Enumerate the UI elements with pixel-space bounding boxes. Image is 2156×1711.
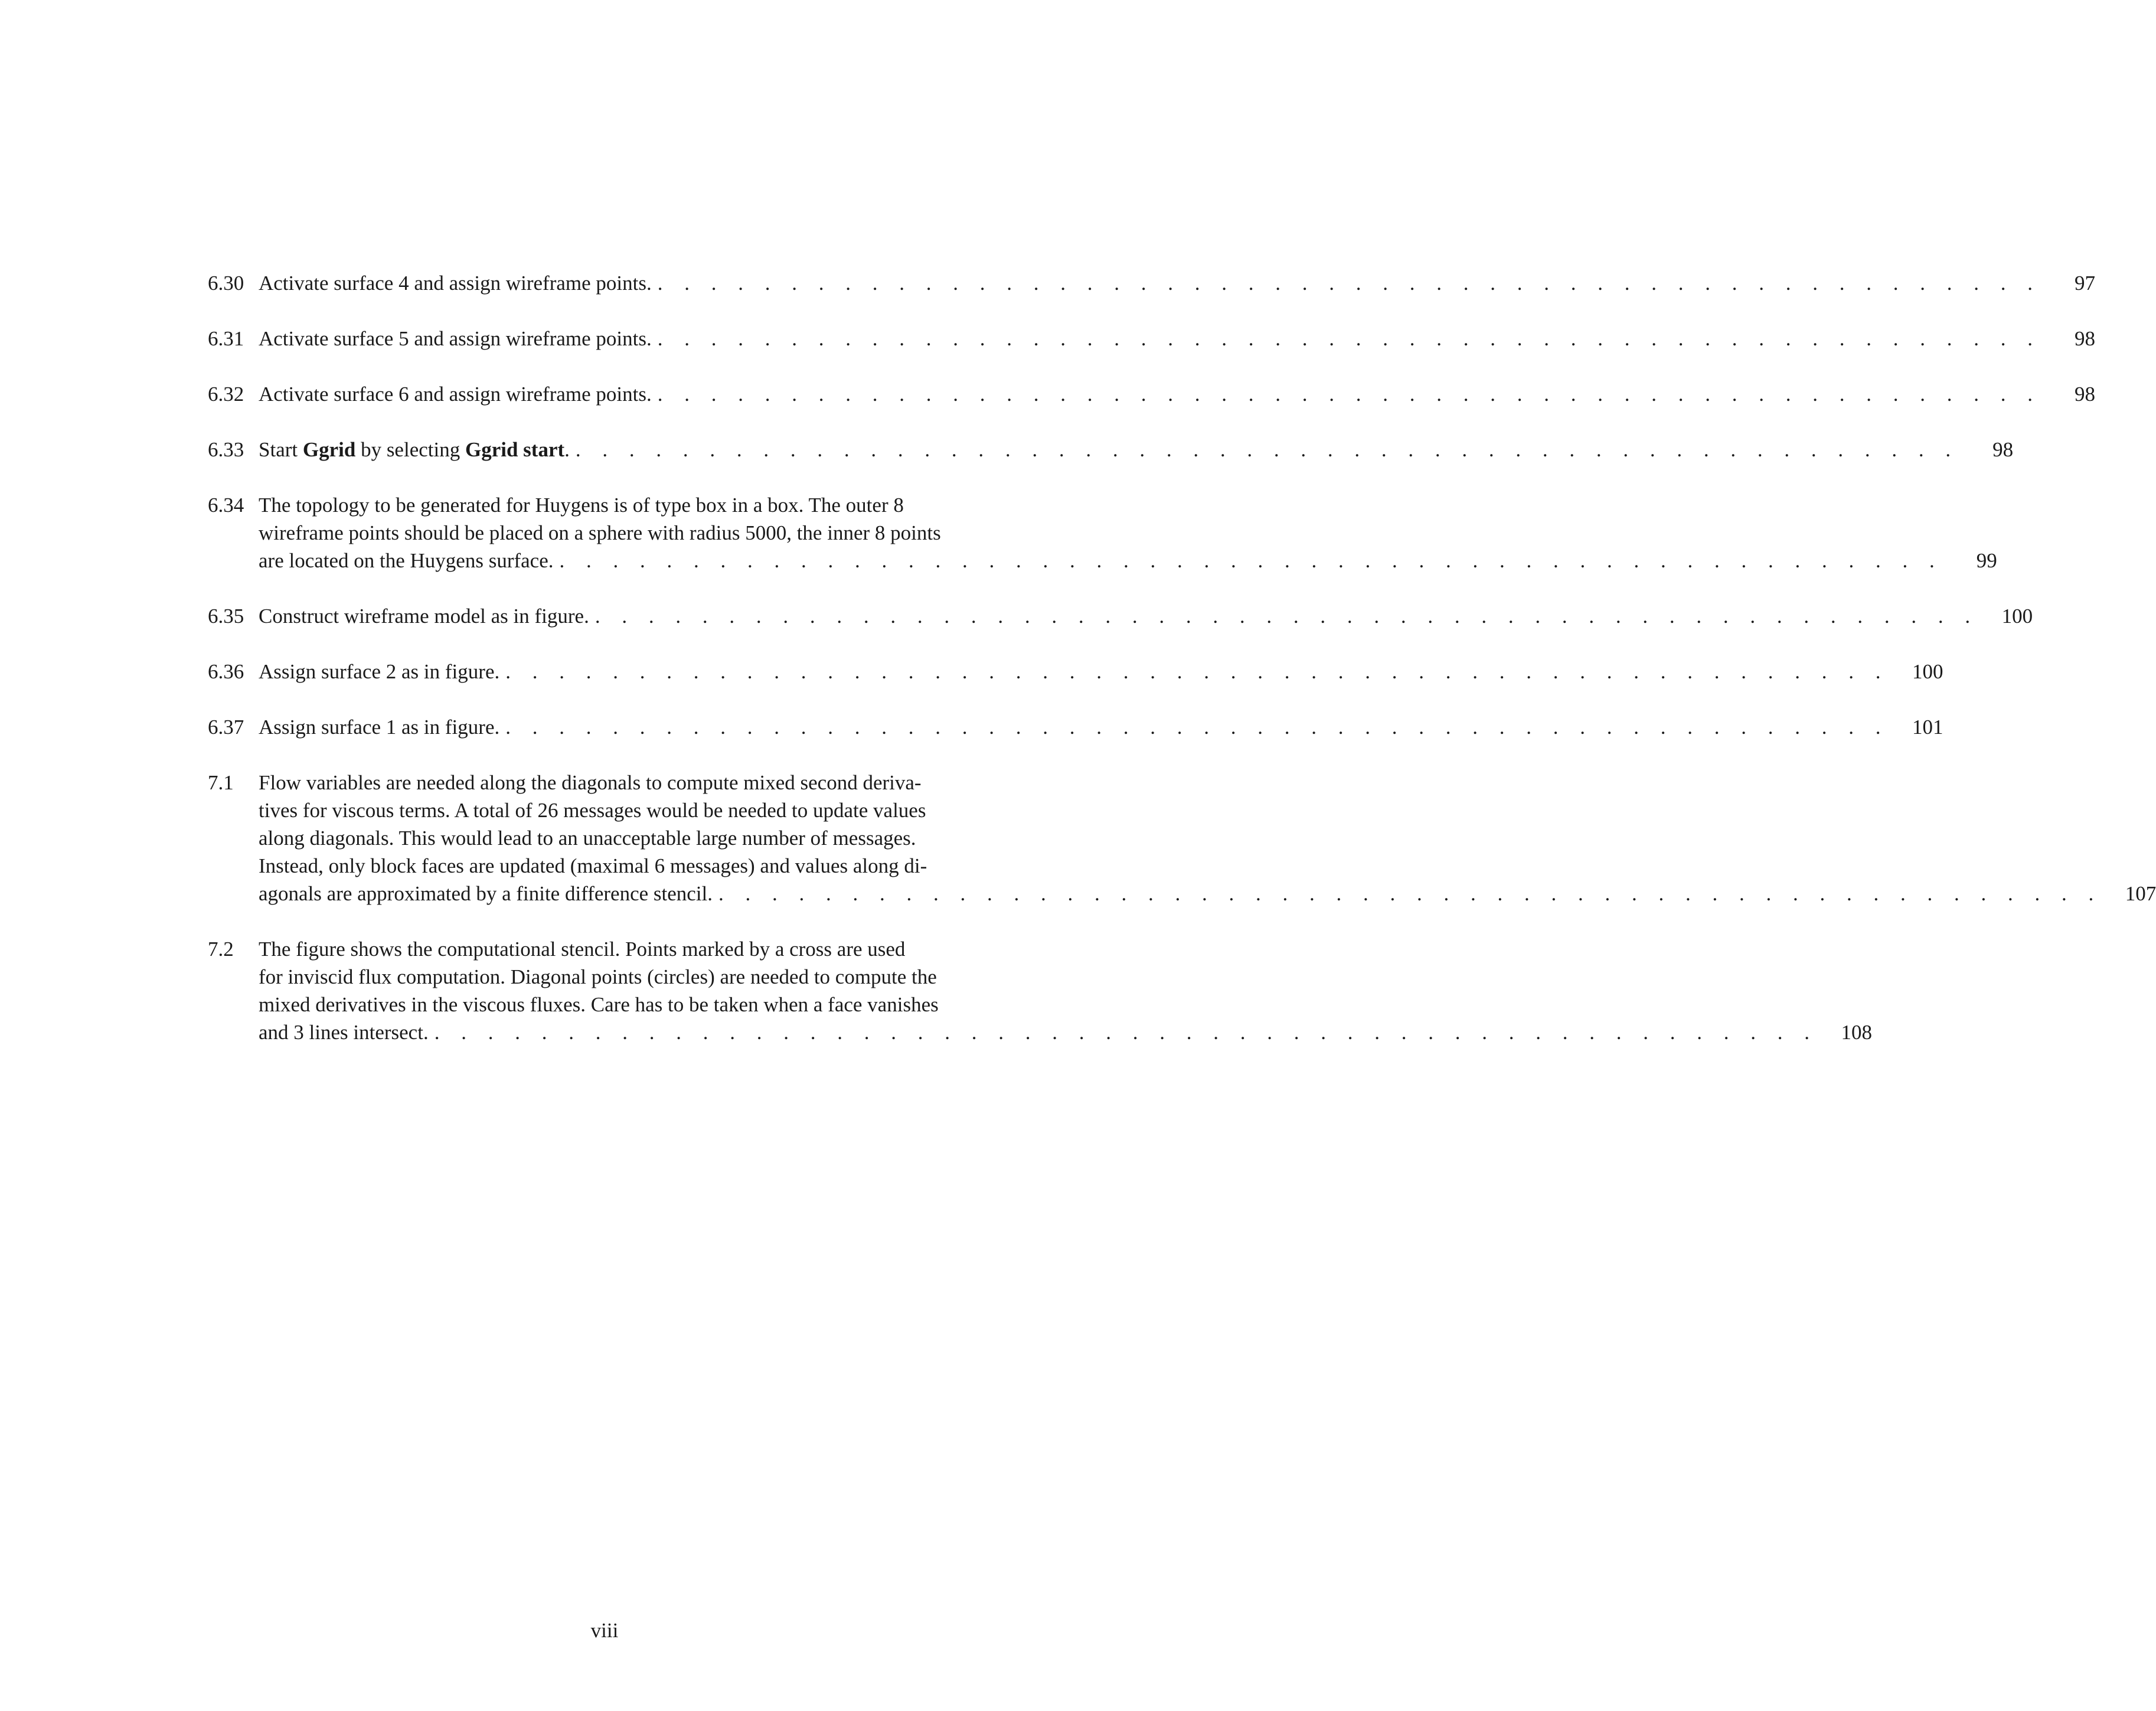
dot-leader: . . . . . . . . . . . . . . . . . . . . . . . . . . . . . . . . . . . . . . . . . . . . . . . . . . . .: [559, 549, 1943, 572]
page-reference[interactable]: 98: [2075, 383, 2095, 406]
page-reference[interactable]: 99: [1976, 549, 1997, 572]
figure-caption: Activate surface 4 and assign wireframe points.: [259, 272, 652, 295]
entry-body: [259, 380, 2095, 408]
dot-leader: . . . . . . . . . . . . . . . . . . . . . . . . . . . . . . . . . . . . . . . . . . . . . . . . . . . .: [657, 272, 2041, 295]
figure-number: 6.30: [208, 272, 244, 295]
page-reference[interactable]: 100: [2001, 605, 2033, 628]
list-of-figures: [208, 269, 2156, 1074]
entry-body: [259, 602, 2033, 630]
page-reference[interactable]: 98: [2075, 327, 2095, 350]
figure-caption: Assign surface 1 as in figure.: [259, 716, 500, 739]
page-reference[interactable]: 108: [1841, 1021, 1872, 1044]
figure-caption: Assign surface 2 as in figure.: [259, 660, 500, 683]
dot-leader: . . . . . . . . . . . . . . . . . . . . . . . . . . . . . . . . . . . . . . . . . . . . . . . . . . . .: [505, 660, 1889, 683]
lof-entry[interactable]: [208, 602, 2033, 630]
page-reference[interactable]: 100: [1912, 660, 1943, 683]
leader-line: [259, 880, 2102, 907]
leader-line: [259, 380, 2041, 408]
entry-body: [259, 325, 2095, 352]
entry-body: [259, 491, 1997, 574]
figure-caption: Activate surface 6 and assign wireframe points.: [259, 383, 652, 406]
leader-line: [259, 436, 1959, 463]
dot-leader: . . . . . . . . . . . . . . . . . . . . . . . . . . . . . . . . . . . . . . . . . . . . . . . . . . . .: [594, 605, 1979, 628]
page-footer-number: viii: [590, 1619, 619, 1642]
caption-line: mixed derivatives in the viscous fluxes. Care has to be taken when a face vanishes: [259, 993, 939, 1016]
entry-body: [259, 713, 1943, 741]
entry-body: [259, 935, 1872, 1046]
leader-line: [259, 713, 1889, 741]
figure-caption: agonals are approximated by a finite difference stencil.: [259, 882, 713, 905]
leader-line: [259, 602, 1978, 630]
caption-line: The figure shows the computational stencil. Points marked by a cross are used: [259, 938, 906, 961]
caption-text: by selecting: [355, 438, 465, 461]
figure-number: 6.34: [208, 494, 244, 517]
lof-entry[interactable]: [208, 269, 2095, 297]
leader-line: [259, 269, 2041, 297]
page-reference[interactable]: 98: [1992, 438, 2014, 461]
page-reference[interactable]: 101: [1912, 716, 1943, 739]
lof-entry[interactable]: [208, 713, 1943, 741]
entry-body: [259, 658, 1943, 685]
figure-number: 6.33: [208, 438, 244, 461]
dot-leader: . . . . . . . . . . . . . . . . . . . . . . . . . . . . . . . . . . . . . . . . . . . . . . . . . . . .: [718, 882, 2102, 905]
caption-line: Flow variables are needed along the diagonals to compute mixed second deriva-: [259, 771, 922, 794]
figure-number: 6.37: [208, 716, 244, 739]
lof-entry[interactable]: [208, 491, 1997, 574]
leader-line: [259, 658, 1889, 685]
figure-caption: Activate surface 5 and assign wireframe points.: [259, 327, 652, 350]
page-reference[interactable]: 97: [2075, 272, 2095, 295]
dot-leader: . . . . . . . . . . . . . . . . . . . . . . . . . . . . . . . . . . . . . . . . . . . . . . . . . . . .: [505, 716, 1889, 739]
lof-entry[interactable]: [208, 658, 1943, 685]
leader-line: [259, 1018, 1818, 1046]
dot-leader: . . . . . . . . . . . . . . . . . . . . . . . . . . . . . . . . . . . . . . . . . . . . . . . . . . . .: [434, 1021, 1818, 1044]
caption-line: along diagonals. This would lead to an unacceptable large number of messages.: [259, 827, 916, 850]
dot-leader: . . . . . . . . . . . . . . . . . . . . . . . . . . . . . . . . . . . . . . . . . . . . . . . . . . . .: [657, 383, 2041, 406]
leader-line: [259, 547, 1943, 574]
figure-caption: Construct wireframe model as in figure.: [259, 605, 589, 628]
caption-line: for inviscid flux computation. Diagonal points (circles) are needed to compute the: [259, 965, 937, 988]
entry-body: [259, 769, 2156, 907]
figure-caption: [259, 436, 570, 463]
lof-entry[interactable]: [208, 380, 2095, 408]
lof-entry[interactable]: [208, 935, 1872, 1046]
figure-caption: are located on the Huygens surface.: [259, 549, 554, 572]
figure-number: 6.35: [208, 605, 244, 628]
figure-caption: and 3 lines intersect.: [259, 1021, 429, 1044]
leader-line: [259, 325, 2041, 352]
caption-line: wireframe points should be placed on a sphere with radius 5000, the inner 8 points: [259, 521, 941, 544]
figure-number: 6.31: [208, 327, 244, 350]
lof-entry[interactable]: [208, 325, 2095, 352]
caption-text: Start: [259, 438, 303, 461]
caption-line: Instead, only block faces are updated (maximal 6 messages) and values along di-: [259, 854, 927, 877]
figure-number: 7.2: [208, 938, 234, 961]
caption-line: tives for viscous terms. A total of 26 messages would be needed to update values: [259, 799, 926, 822]
dot-leader: . . . . . . . . . . . . . . . . . . . . . . . . . . . . . . . . . . . . . . . . . . . . . . . . . . . .: [575, 438, 1959, 461]
entry-body: [259, 269, 2095, 297]
entry-body: [259, 436, 2013, 463]
page-reference[interactable]: 107: [2125, 882, 2156, 905]
caption-bold-term: Ggrid start: [465, 438, 565, 461]
caption-line: The topology to be generated for Huygens is of type box in a box. The outer 8: [259, 494, 904, 517]
figure-number: 6.32: [208, 383, 244, 406]
lof-entry[interactable]: [208, 769, 2156, 907]
caption-text: .: [564, 438, 570, 461]
lof-entry[interactable]: [208, 436, 2014, 463]
figure-number: 7.1: [208, 771, 234, 794]
figure-number: 6.36: [208, 660, 244, 683]
caption-bold-term: Ggrid: [302, 438, 356, 461]
dot-leader: . . . . . . . . . . . . . . . . . . . . . . . . . . . . . . . . . . . . . . . . . . . . . . . . . . . .: [657, 327, 2041, 350]
